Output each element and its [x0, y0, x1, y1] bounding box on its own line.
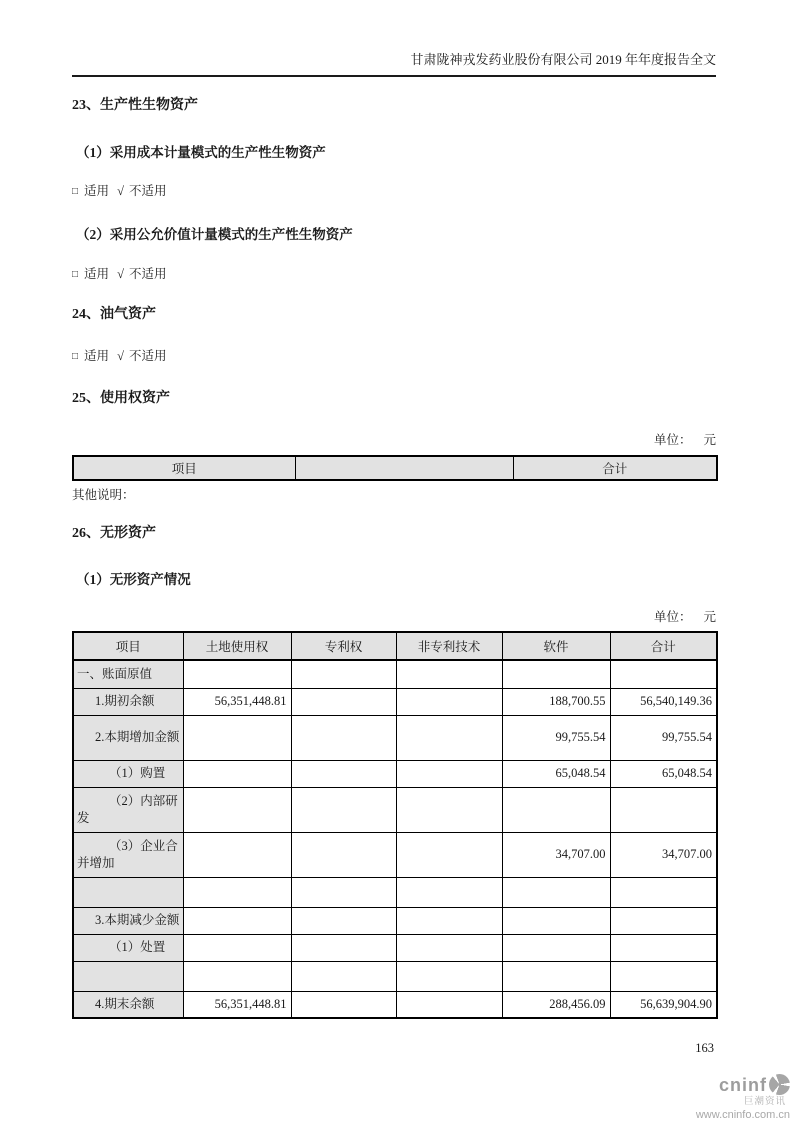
checkbox-unchecked-icon: □: [72, 351, 79, 362]
cell-value: [396, 715, 502, 760]
row-label: 4.期末余额: [73, 991, 183, 1018]
cninfo-chinese-name: 巨潮资讯: [743, 1096, 786, 1107]
cell-value: [502, 877, 610, 907]
cell-value: [396, 907, 502, 934]
cell-value: 56,351,448.81: [183, 991, 291, 1018]
cell-value: [183, 760, 291, 787]
cell-value: [183, 715, 291, 760]
cell-value: 56,540,149.36: [610, 688, 717, 715]
cell-value: 188,700.55: [502, 688, 610, 715]
column-header: 专利权: [291, 632, 396, 660]
cell-value: [291, 760, 396, 787]
unit-note-2: [72, 609, 716, 625]
cell-value: [396, 787, 502, 832]
check-mark-icon: √: [117, 184, 124, 198]
unit-note-1: [72, 432, 716, 448]
column-header: 非专利技术: [396, 632, 502, 660]
cninfo-swirl-icon: [769, 1074, 790, 1095]
table-row: [73, 715, 717, 760]
row-label: 3.本期减少金额: [73, 907, 183, 934]
cninfo-url: www.cninfo.com.cn: [695, 1108, 790, 1121]
cninfo-logo-row: [696, 1074, 790, 1095]
cell-value: [291, 991, 396, 1018]
row-label: （2）内部研发: [73, 787, 183, 832]
applicability-line-3: [72, 348, 716, 366]
unit-label: 单位：: [653, 610, 692, 624]
cell-value: [291, 961, 396, 991]
cell-value: [396, 961, 502, 991]
table-row-empty: [73, 877, 717, 907]
cell-value: [183, 961, 291, 991]
section-23-sub2-title: （2）采用公允价值计量模式的生产性生物资产: [76, 227, 353, 242]
cell-value: [291, 907, 396, 934]
cell-value: [396, 877, 502, 907]
column-header: 软件: [502, 632, 610, 660]
cell-value: [502, 660, 610, 688]
cell-value: [610, 907, 717, 934]
table-row: [73, 760, 717, 787]
usage-rights-table: [72, 455, 718, 481]
applicable-label: 适用: [84, 184, 110, 198]
unit-label: 单位：: [653, 433, 692, 447]
applicability-line-2: [72, 266, 716, 284]
other-note-label: 其他说明：: [72, 488, 135, 502]
row-label: （3）企业合并增加: [73, 832, 183, 877]
table-row: [73, 907, 717, 934]
applicable-label: 适用: [84, 349, 110, 363]
cell-value: [396, 660, 502, 688]
table-row-empty: [73, 961, 717, 991]
intangible-assets-table: [72, 631, 718, 1019]
cell-value: [396, 832, 502, 877]
cell-value: 34,707.00: [502, 832, 610, 877]
cell-value: [291, 877, 396, 907]
cell-value: [183, 832, 291, 877]
cell-value: 99,755.54: [502, 715, 610, 760]
cell-value: 34,707.00: [610, 832, 717, 877]
cell-value: [183, 877, 291, 907]
cell-value: [291, 934, 396, 961]
cell-value: [396, 760, 502, 787]
column-header: 土地使用权: [183, 632, 291, 660]
table-header-row: [73, 456, 717, 480]
section-23-title: 23、生产性生物资产: [72, 98, 198, 113]
cell-value: [183, 787, 291, 832]
row-label: 1.期初余额: [73, 688, 183, 715]
row-label: （1）处置: [73, 934, 183, 961]
cell-value: [610, 787, 717, 832]
cell-value: [291, 715, 396, 760]
column-header-blank: [295, 456, 513, 480]
section-24-title: 24、油气资产: [72, 307, 156, 322]
row-label: 一、账面原值: [73, 660, 183, 688]
cell-value: [291, 688, 396, 715]
applicability-line-1: [72, 183, 716, 201]
table-row: [73, 688, 717, 715]
not-applicable-label: 不适用: [128, 349, 167, 363]
cell-value: [610, 660, 717, 688]
cell-value: [610, 961, 717, 991]
table-row: [73, 991, 717, 1018]
table-row: [73, 660, 717, 688]
check-mark-icon: √: [117, 267, 124, 281]
cell-value: 65,048.54: [610, 760, 717, 787]
row-label: （1）购置: [73, 760, 183, 787]
cninfo-watermark: [696, 1074, 790, 1121]
report-title: 甘肃陇神戎发药业股份有限公司 2019 年年度报告全文: [410, 52, 716, 67]
cell-value: [502, 907, 610, 934]
column-header: 合计: [610, 632, 717, 660]
column-header-item: 项目: [73, 456, 295, 480]
checkbox-unchecked-icon: □: [72, 269, 79, 280]
unit-currency: 元: [703, 433, 716, 447]
cell-value: [183, 660, 291, 688]
cell-value: [396, 688, 502, 715]
section-25-title: 25、使用权资产: [72, 391, 170, 406]
cell-value: [502, 787, 610, 832]
section-26-sub1-title: （1）无形资产情况: [76, 572, 191, 587]
section-26-title: 26、无形资产: [72, 526, 156, 541]
section-23-sub1-title: （1）采用成本计量模式的生产性生物资产: [76, 145, 326, 160]
not-applicable-label: 不适用: [128, 184, 167, 198]
page-header: [72, 0, 716, 77]
cell-value: 288,456.09: [502, 991, 610, 1018]
applicable-label: 适用: [84, 267, 110, 281]
cell-value: [183, 907, 291, 934]
column-header: 项目: [73, 632, 183, 660]
checkbox-unchecked-icon: □: [72, 186, 79, 197]
cell-value: [291, 787, 396, 832]
table-row: [73, 934, 717, 961]
row-label: 2.本期增加金额: [73, 715, 183, 760]
table-row: [73, 787, 717, 832]
check-mark-icon: √: [117, 349, 124, 363]
table-header-row: [73, 632, 717, 660]
cell-value: [291, 832, 396, 877]
cell-value: 56,351,448.81: [183, 688, 291, 715]
cell-value: [396, 991, 502, 1018]
cninfo-brand-text: cninf: [719, 1074, 767, 1095]
cell-value: [502, 961, 610, 991]
page-number: 163: [695, 1041, 714, 1055]
cell-value: [610, 934, 717, 961]
cell-value: [396, 934, 502, 961]
cell-value: [291, 660, 396, 688]
row-label: [73, 877, 183, 907]
cell-value: [183, 934, 291, 961]
cell-value: [502, 934, 610, 961]
page-content: [72, 0, 716, 1019]
table-row: [73, 832, 717, 877]
row-label: [73, 961, 183, 991]
cell-value: 65,048.54: [502, 760, 610, 787]
cell-value: [610, 877, 717, 907]
column-header-total: 合计: [513, 456, 717, 480]
unit-currency: 元: [703, 610, 716, 624]
cell-value: 99,755.54: [610, 715, 717, 760]
not-applicable-label: 不适用: [128, 267, 167, 281]
cell-value: 56,639,904.90: [610, 991, 717, 1018]
